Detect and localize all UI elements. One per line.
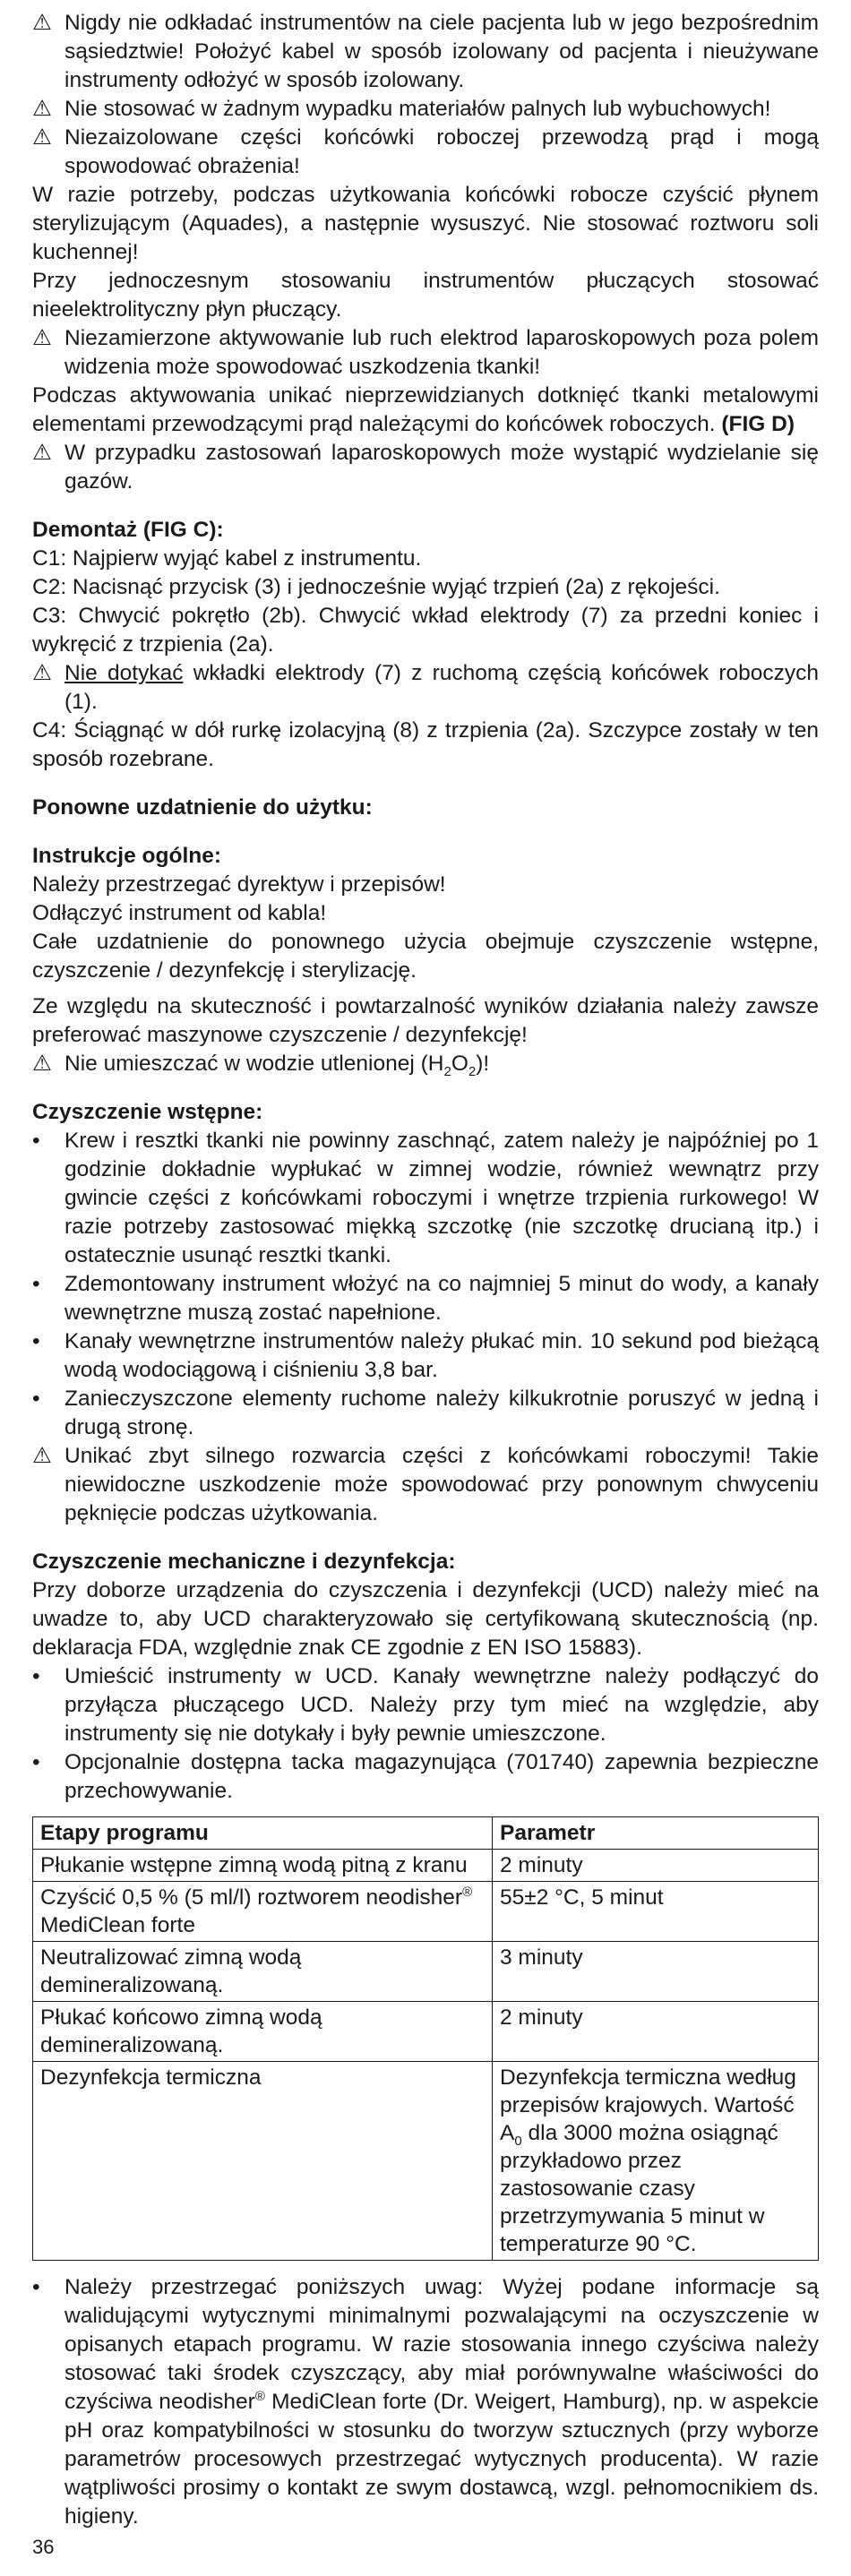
warning-icon: ⚠ [32,11,52,35]
bullet-icon: • [32,1387,40,1411]
body-paragraph: Całe uzdatnienie do ponownego użycia obejmuje czyszczenie wstępne, czyszczenie / dezynfekcję i sterylizację. [32,930,819,983]
program-table [32,1816,819,2261]
mechanical-list [32,1662,819,1806]
bullet-icon: • [32,2275,40,2299]
step-c4: C4: Ściągnąć w dół rurkę izolacyjną (8) z trzpienia (2a). Szczypce zostały w ten sposób rozebrane. [32,718,819,771]
figure-reference: (FIG D) [721,412,795,436]
list-item: • Umieścić instrumenty w UCD. Kanały wewnętrzne należy podłączyć do przyłącza płuczącego UCD. Należy przy tym mieć na względzie, aby instrumenty się nie dotykały i były pewnie umieszczone. [32,1664,819,1746]
step-c3: C3: Chwycić pokrętło (2b). Chwycić wkład elektrody (7) za przedni koniec i wykręcić z trzpienia (2a). [32,604,819,657]
table-cell: Płukanie wstępne zimną wodą pitną z kranu [33,1850,493,1882]
warning-icon: ⚠ [32,1444,52,1468]
warning-paragraph: ⚠ Niezamierzone aktywowanie lub ruch elektrod laparoskopowych poza polem widzenia może spowodować uszkodzenia tkanki! [32,326,819,379]
table-row [33,1942,819,2002]
table-cell: 55±2 °C, 5 minut [493,1882,819,1942]
list-item: • Kanały wewnętrzne instrumentów należy płukać min. 10 sekund pod bieżącą wodą wodociągową i ciśnieniu 3,8 bar. [32,1329,819,1382]
bullet-icon: • [32,1329,40,1353]
section-heading-disassembly: Demontaż (FIG C): [32,518,224,542]
precleaning-list [32,1127,819,1528]
warning-icon: ⚠ [32,125,52,150]
warning-icon: ⚠ [32,326,52,350]
table-cell: Czyścić 0,5 % (5 ml/l) roztworem neodisher® MediClean forte [33,1882,493,1942]
table-cell: Neutralizować zimną wodą demineralizowaną. [33,1942,493,2002]
table-cell: 2 minuty [493,2002,819,2062]
list-item: • Zanieczyszczone elementy ruchome należy kilkukrotnie poruszyć w jedną i drugą stronę. [32,1387,819,1439]
list-item: • Należy przestrzegać poniższych uwag: Wyżej podane informacje są walidującymi wytycznymi minimalnymi pozwalającymi na oczyszczenie w opisanych etapach programu. W razie stosowania innego czyściwa należy stosować taki środek czyszczący, aby miał porównywalne właściwości do czyściwa neodisher® MediClean forte (Dr. Weigert, Hamburg), np. w aspekcie pH oraz kompatybilności w stosunku do tworzyw sztucznych (przy wyborze parametrów procesowych przestrzegać wytycznych producenta). W razie wątpliwości prosimy o kontakt ze swym dostawcą, wzgl. pełnomocnikiem ds. higieny. [32,2275,819,2529]
document-page [32,0,819,2531]
list-item: • Krew i resztki tkanki nie powinny zaschnąć, zatem należy je najpóźniej po 1 godzinie dokładnie wypłukać w zimnej wodzie, również wewnątrz przy gwincie części z końcówkami roboczymi i wnętrze trzpienia rurkowego! W razie potrzeby zastosować miękką szczotkę (nie szczotkę drucianą itp.) i ostatecznie usunąć resztki tkanki. [32,1129,819,1267]
warning-icon: ⚠ [32,1052,52,1076]
table-header-cell: Parametr [493,1817,819,1850]
body-paragraph: Przy doborze urządzenia do czyszczenia i dezynfekcji (UCD) należy mieć na uwadze to, aby UCD charakteryzowało się certyfikowaną skutecznością (np. deklaracja FDA, względnie znak CE zgodnie z EN ISO 15883). [32,1578,819,1660]
warning-paragraph: ⚠ W przypadku zastosowań laparoskopowych może wystąpić wydzielanie się gazów. [32,441,819,494]
warning-paragraph: ⚠ Nie umieszczać w wodzie utlenionej $(H_2O_2)$! [32,1052,490,1079]
table-row [33,1882,819,1942]
bullet-icon: • [32,1664,40,1688]
bullet-icon: • [32,1272,40,1296]
step-c1: C1: Najpierw wyjąć kabel z instrumentu. [32,546,422,571]
table-header-row [33,1817,819,1850]
warning-icon: ⚠ [32,661,52,685]
warning-icon: ⚠ [32,441,52,465]
warning-icon: ⚠ [32,97,52,121]
note-list [32,2273,819,2531]
bullet-icon: • [32,1750,40,1774]
list-item: • Opcjonalnie dostępna tacka magazynująca (701740) zapewnia bezpieczne przechowywanie. [32,1750,819,1803]
warning-paragraph: ⚠ Nie dotykać wkładki elektrody (7) z ruchomą częścią końcówek roboczych (1). [32,661,819,714]
subsection-heading-general: Instrukcje ogólne: [32,844,222,868]
list-item: ⚠ Unikać zbyt silnego rozwarcia części z końcówkami roboczymi! Takie niewidoczne uszkodzenie może spowodować przy ponownym chwyceniu pęknięcie podczas użytkowania. [32,1444,819,1525]
table-row [33,1850,819,1882]
table-cell: 2 minuty [493,1850,819,1882]
body-paragraph: W razie potrzeby, podczas użytkowania końcówki robocze czyścić płynem sterylizującym (Aquades), a następnie wysuszyć. Nie stosować roztworu soli kuchennej! [32,183,819,264]
section-heading-reprocessing: Ponowne uzdatnienie do użytku: [32,795,373,820]
bullet-icon: • [32,1129,40,1153]
warning-paragraph: ⚠ Nie stosować w żadnym wypadku materiałów palnych lub wybuchowych! [32,95,819,124]
body-paragraph: Podczas aktywowania unikać nieprzewidzianych dotknięć tkanki metalowymi elementami przewodzącymi prąd należącymi do końcówek roboczych. (FIG D) [32,383,819,436]
body-paragraph: Ze względu na skuteczność i powtarzalność wyników działania należy zawsze preferować maszynowe czyszczenie / dezynfekcję! [32,994,819,1047]
body-paragraph: Przy jednoczesnym stosowaniu instrumentów płuczących stosować nieelektrolityczny płyn płuczący. [32,269,819,322]
table-cell: Płukać końcowo zimną wodą demineralizowaną. [33,2002,493,2062]
table-cell: Dezynfekcja termiczna [33,2062,493,2261]
warning-paragraph: ⚠ Nigdy nie odkładać instrumentów na ciele pacjenta lub w jego bezpośrednim sąsiedztwie! Położyć kabel w sposób izolowany od pacjenta i nieużywane instrumenty odłożyć w sposób izolowany. [32,11,819,92]
list-item: • Zdemontowany instrument włożyć na co najmniej 5 minut do wody, a kanały wewnętrzne muszą zostać napełnione. [32,1272,819,1325]
subsection-heading-mechanical: Czyszczenie mechaniczne i dezynfekcja: [32,1550,456,1574]
table-row [33,2002,819,2062]
table-row [33,2062,819,2261]
page-number: 36 [32,2536,55,2558]
body-paragraph: Należy przestrzegać dyrektyw i przepisów! [32,872,446,897]
table-cell: 3 minuty [493,1942,819,2002]
step-c2: C2: Nacisnąć przycisk (3) i jednocześnie wyjąć trzpień (2a) z rękojeści. [32,575,720,599]
table-cell: Dezynfekcja termiczna według przepisów krajowych. Wartość $A_0$ dla 3000 można osiągnąć przykładowo przez zastosowanie czasy przetrzymywania 5 minut w temperaturze 90 °C. [493,2062,819,2261]
subsection-heading-precleaning: Czyszczenie wstępne: [32,1100,263,1124]
body-paragraph: Odłączyć instrument od kabla! [32,901,327,925]
warning-paragraph: ⚠ Niezaizolowane części końcówki roboczej przewodzą prąd i mogą spowodować obrażenia! [32,125,819,178]
table-header-cell: Etapy programu [33,1817,493,1850]
